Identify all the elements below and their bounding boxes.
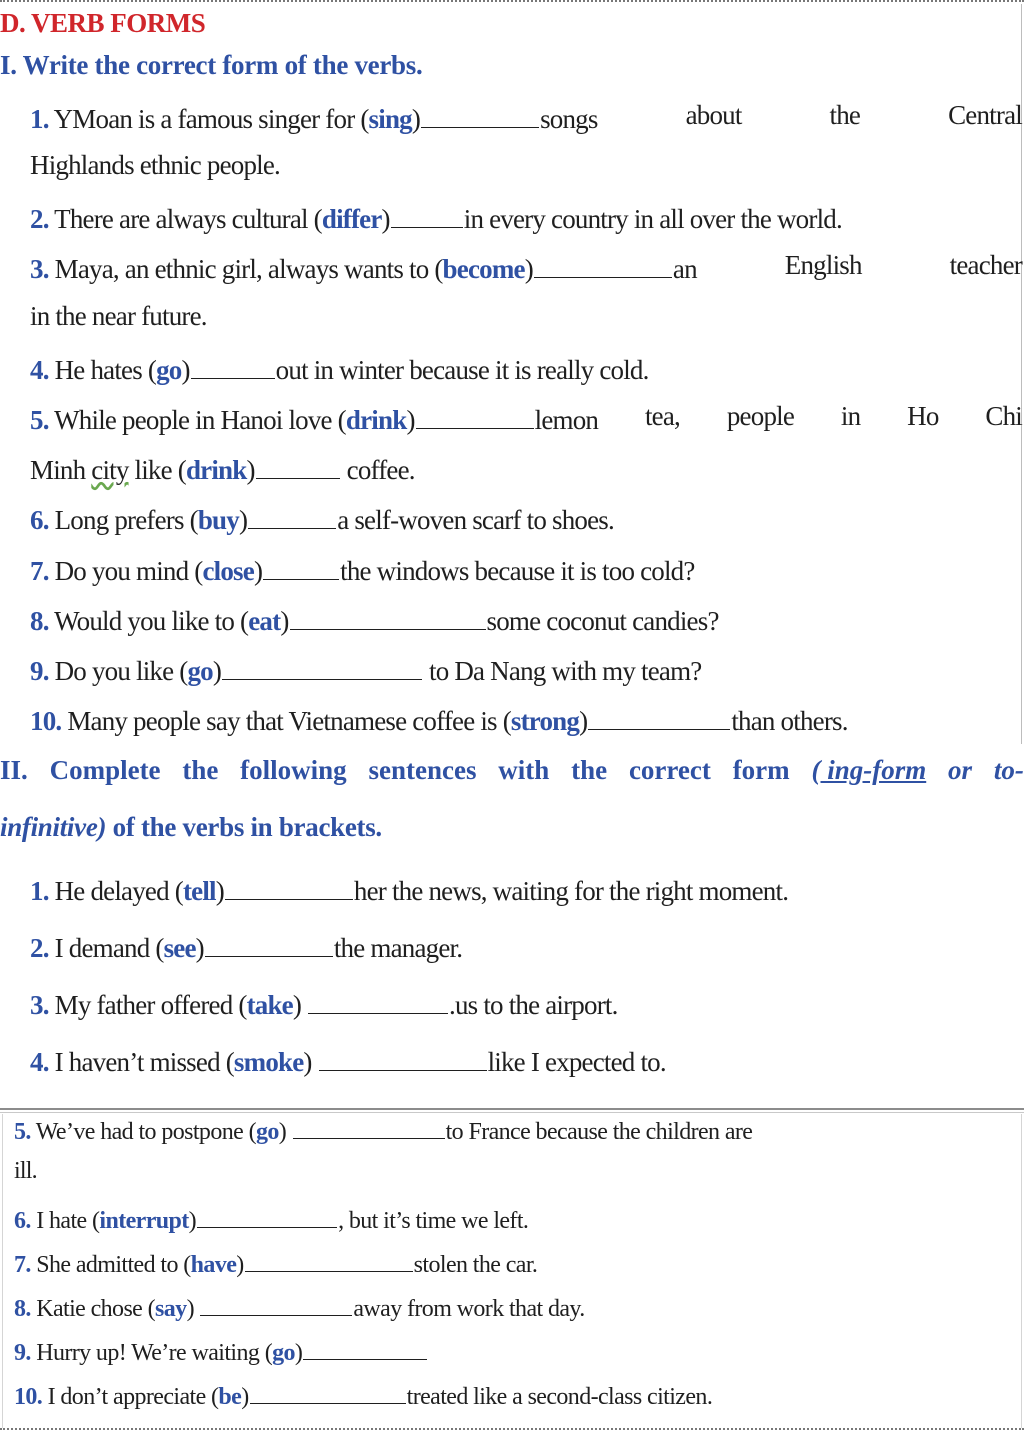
question-2-10: 10. I don’t appreciate (be) treated like a second-class citizen. — [14, 1379, 712, 1411]
bottom-border — [0, 1428, 1024, 1430]
answer-blank[interactable] — [391, 200, 463, 228]
answer-blank[interactable] — [245, 1247, 413, 1272]
answer-blank[interactable] — [225, 872, 353, 900]
answer-blank[interactable] — [248, 501, 336, 529]
lower-left-border — [2, 1114, 3, 1428]
question-1-3: 3. Maya, an ethnic girl, always wants to (become) an English teacher — [30, 250, 1022, 284]
question-2-8: 8. Katie chose (say) away from work that day. — [14, 1291, 585, 1323]
page-divider — [0, 1108, 1024, 1110]
section-2-heading-line-2: infinitive) of the verbs in brackets. — [0, 812, 382, 842]
question-2-5: 5. We’ve had to postpone (go) to France because the children are — [14, 1114, 1018, 1146]
top-border — [0, 0, 1024, 2]
answer-blank[interactable] — [319, 1043, 487, 1071]
answer-blank[interactable] — [534, 250, 672, 278]
question-1-3-continued: in the near future. — [30, 301, 207, 331]
answer-blank[interactable] — [191, 351, 275, 379]
question-1-7: 7. Do you mind (close) the windows because it is too cold? — [30, 552, 695, 587]
question-1-1: 1. YMoan is a famous singer for (sing) songs about the Central — [30, 100, 1022, 134]
answer-blank[interactable] — [197, 1203, 337, 1228]
question-2-6: 6. I hate (interrupt) , but it’s time we left. — [14, 1203, 528, 1235]
question-2-4: 4. I haven’t missed (smoke) like I expected to. — [30, 1043, 666, 1078]
answer-blank[interactable] — [308, 986, 448, 1014]
answer-blank[interactable] — [416, 401, 534, 429]
question-1-10: 10. Many people say that Vietnamese coffee is (strong) than others. — [30, 702, 848, 737]
question-1-5-continued: Minh city like (drink) coffee. — [30, 451, 415, 486]
question-2-2: 2. I demand (see) the manager. — [30, 929, 462, 964]
question-2-9: 9. Hurry up! We’re waiting (go) — [14, 1335, 428, 1367]
answer-blank[interactable] — [588, 702, 730, 730]
question-1-1-continued: Highlands ethnic people. — [30, 150, 280, 180]
question-1-5: 5. While people in Hanoi love (drink) lemon tea, people in Ho Chi — [30, 401, 1022, 435]
answer-blank[interactable] — [256, 451, 340, 479]
question-1-6: 6. Long prefers (buy) a self-woven scarf to shoes. — [30, 501, 614, 536]
lower-right-border — [1021, 1114, 1022, 1428]
worksheet-title: D. VERB FORMS — [0, 8, 206, 38]
answer-blank[interactable] — [200, 1291, 352, 1316]
answer-blank[interactable] — [205, 929, 333, 957]
question-2-3: 3. My father offered (take) .us to the airport. — [30, 986, 618, 1021]
section-2-heading: II. Complete the following sentences with the correct form ( ing-form or to- — [0, 755, 1024, 785]
question-2-7: 7. She admitted to (have) stolen the car. — [14, 1247, 537, 1279]
question-2-5-continued: ill. — [14, 1158, 37, 1184]
answer-blank[interactable] — [222, 652, 422, 680]
answer-blank[interactable] — [421, 100, 539, 128]
answer-blank[interactable] — [303, 1335, 427, 1360]
question-1-9: 9. Do you like (go) to Da Nang with my team? — [30, 652, 701, 687]
question-1-4: 4. He hates (go) out in winter because it is really cold. — [30, 351, 649, 386]
answer-blank[interactable] — [290, 602, 486, 630]
question-2-1: 1. He delayed (tell) her the news, waiting for the right moment. — [30, 872, 788, 907]
answer-blank[interactable] — [263, 552, 339, 580]
question-1-2: 2. There are always cultural (differ) in every country in all over the world. — [30, 200, 842, 235]
question-1-8: 8. Would you like to (eat) some coconut candies? — [30, 602, 719, 637]
answer-blank[interactable] — [250, 1379, 406, 1404]
answer-blank[interactable] — [293, 1114, 445, 1139]
page-divider-inner — [0, 1112, 1024, 1113]
section-1-heading: I. Write the correct form of the verbs. — [0, 50, 423, 80]
